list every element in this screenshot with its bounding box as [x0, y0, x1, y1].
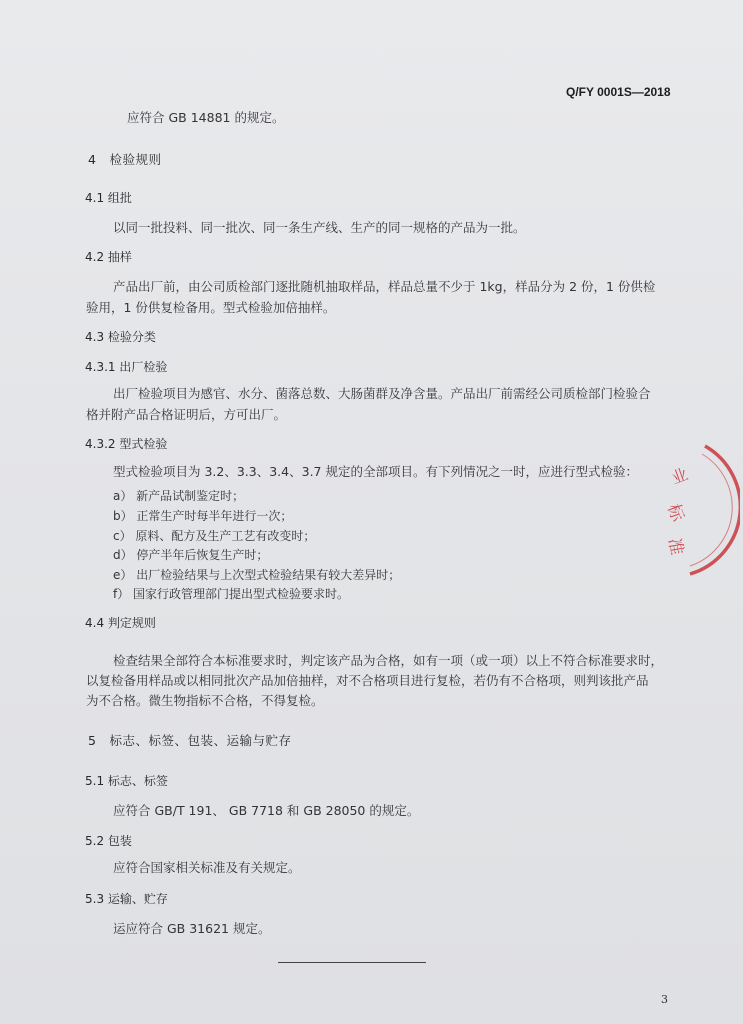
list-item: a） 新产品试制鉴定时；: [113, 489, 245, 503]
list-item: f） 国家行政管理部门提出型式检验要求时。: [113, 587, 350, 601]
section-heading: 4 检验规则: [88, 152, 162, 167]
paragraph-line: 产品出厂前，由公司质检部门逐批随机抽取样品，样品总量不少于 1kg，样品分为 2 份，1 份供检: [113, 279, 656, 294]
paragraph-line: 出厂检验项目为感官、水分、菌落总数、大肠菌群及净含量。产品出厂前需经公司质检部门检验合: [113, 386, 651, 401]
list-item: b） 正常生产时每半年进行一次；: [113, 509, 293, 523]
paragraph-line: 验用，1 份供复检备用。型式检验加倍抽样。: [86, 300, 336, 315]
subsection-heading: 4.1 组批: [85, 191, 132, 205]
section-heading: 5 标志、标签、包装、运输与贮存: [88, 733, 292, 748]
page-number: 3: [661, 993, 668, 1006]
subsection-heading: 5.2 包装: [85, 834, 132, 848]
paragraph-line: 应符合 GB/T 191、 GB 7718 和 GB 28050 的规定。: [113, 803, 420, 818]
paragraph-line: 应符合国家相关标准及有关规定。: [113, 860, 301, 875]
subsection-heading: 4.3 检验分类: [85, 330, 156, 344]
paragraph-line: 型式检验项目为 3.2、3.3、3.4、3.7 规定的全部项目。有下列情况之一时，应进行型式检验：: [113, 464, 638, 479]
list-item: e） 出厂检验结果与上次型式检验结果有较大差异时；: [113, 568, 401, 582]
svg-text:业: 业: [668, 464, 691, 488]
svg-text:准: 准: [663, 536, 687, 557]
paragraph-line: 格并附产品合格证明后，方可出厂。: [86, 407, 287, 422]
subsection-heading: 5.1 标志、标签: [85, 774, 168, 788]
list-item: c） 原料、配方及生产工艺有改变时；: [113, 529, 316, 543]
list-item: d） 停产半年后恢复生产时；: [113, 548, 269, 562]
paragraph-line: 以同一批投料、同一批次、同一条生产线、生产的同一规格的产品为一批。: [113, 220, 526, 235]
svg-text:标: 标: [662, 501, 688, 525]
subsection-heading: 5.3 运输、贮存: [85, 892, 168, 906]
end-rule: [278, 962, 426, 963]
subsection-heading: 4.3.2 型式检验: [85, 437, 168, 451]
subsection-heading: 4.2 抽样: [85, 250, 132, 264]
paragraph-line: 应符合 GB 14881 的规定。: [127, 110, 285, 125]
subsection-heading: 4.4 判定规则: [85, 616, 156, 630]
official-seal-stamp: [650, 440, 740, 580]
paragraph-line: 检查结果全部符合本标准要求时，判定该产品为合格，如有一项（或一项）以上不符合标准要求时，: [113, 653, 664, 668]
subsection-heading: 4.3.1 出厂检验: [85, 360, 168, 374]
paragraph-line: 为不合格。微生物指标不合格，不得复检。: [86, 693, 324, 708]
paragraph-line: 运应符合 GB 31621 规定。: [113, 921, 271, 936]
document-code: Q/FY 0001S—2018: [566, 85, 671, 99]
paragraph-line: 以复检备用样品或以相同批次产品加倍抽样，对不合格项目进行复检，若仍有不合格项，则判该批产品: [86, 673, 649, 688]
